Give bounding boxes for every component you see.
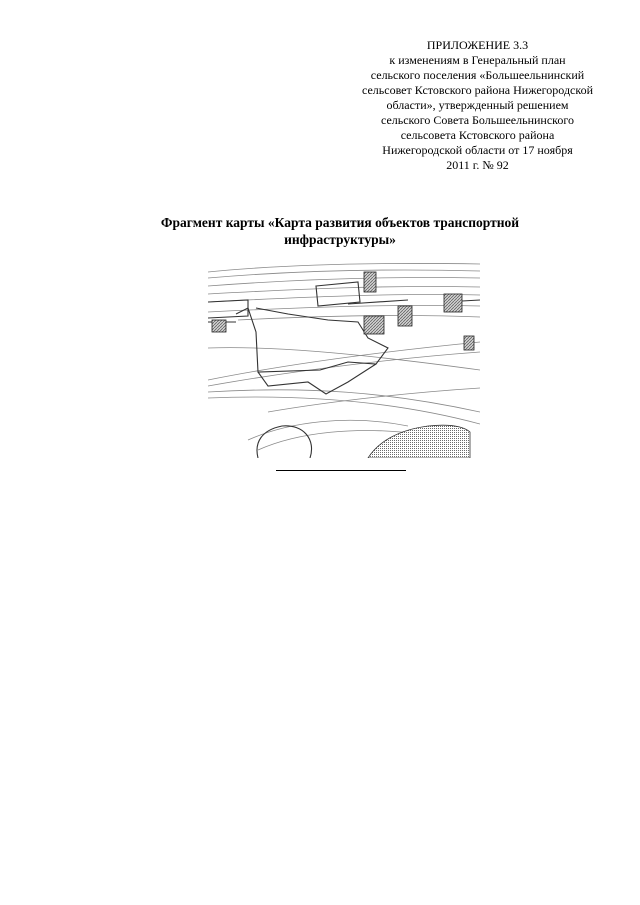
horizontal-rule	[276, 470, 406, 471]
appendix-header	[345, 38, 610, 173]
appendix-line: сельского Совета Большеельнинского	[380, 113, 575, 127]
document-title	[120, 214, 560, 248]
title-line: Фрагмент карты «Карта развития объектов транспортной	[160, 215, 520, 230]
appendix-line: сельсовет Кстовского района Нижегородской	[361, 83, 594, 97]
appendix-line: к изменениям в Генеральный план	[389, 53, 566, 67]
appendix-line: сельского поселения «Большеельнинский	[370, 68, 585, 82]
appendix-line: 2011 г. № 92	[446, 158, 509, 172]
appendix-line: Нижегородской области от 17 ноября	[382, 143, 573, 157]
appendix-line: ПРИЛОЖЕНИЕ 3.3	[426, 38, 529, 52]
title-line: инфраструктуры»	[284, 232, 396, 247]
map-fragment	[208, 262, 480, 458]
appendix-line: области», утвержденный решением	[386, 98, 569, 112]
appendix-line: сельсовета Кстовского района	[400, 128, 555, 142]
